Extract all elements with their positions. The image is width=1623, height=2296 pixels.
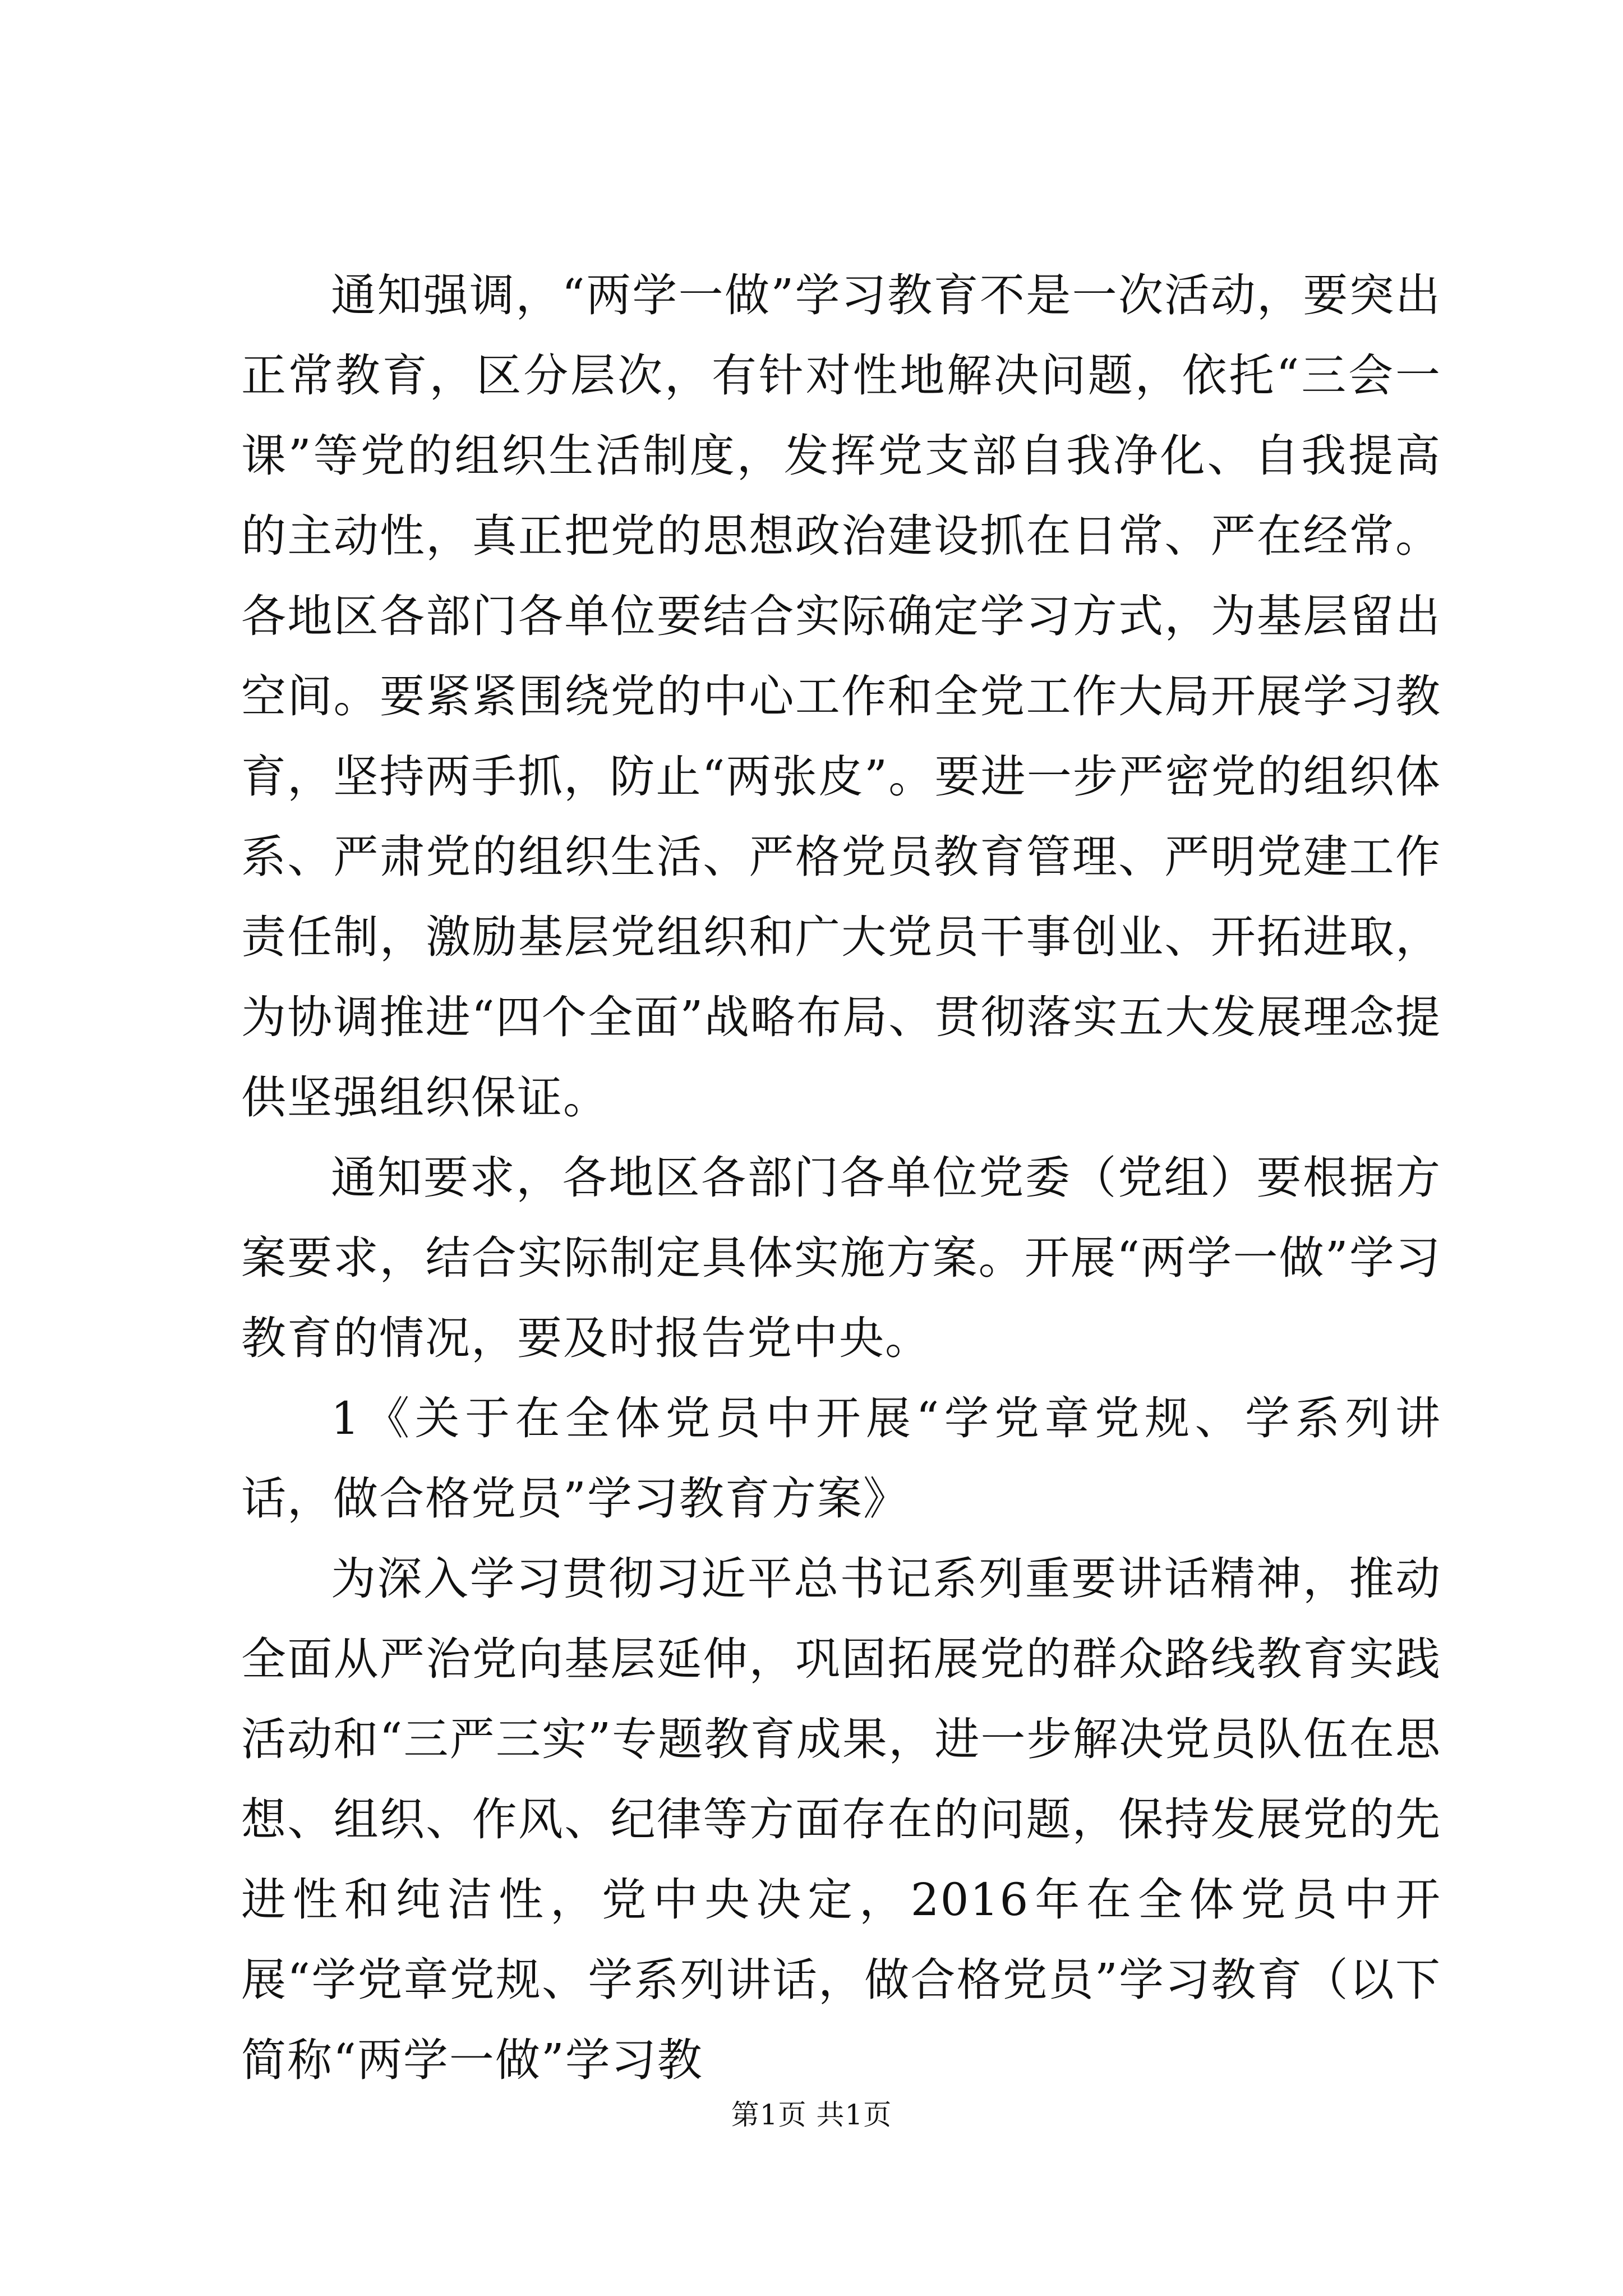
document-body — [241, 255, 1441, 2100]
paragraph-notice-requirement: 通知要求，各地区各部门各单位党委（党组）要根据方案要求，结合实际制定具体实施方案。开展“两学一做”学习教育的情况，要及时报告党中央。 — [241, 1152, 1441, 1364]
paragraph-notice-emphasis: 通知强调，“两学一做”学习教育不是一次活动，要突出正常教育，区分层次，有针对性地解决问题，依托“三会一课”等党的组织生活制度，发挥党支部自我净化、自我提高的主动性，真正把党的思想政治建设抓在日常、严在经常。各地区各部门各单位要结合实际确定学习方式，为基层留出空间。要紧紧围绕党的中心工作和全党工作大局开展学习教育，坚持两手抓，防止“两张皮”。要进一步严密党的组织体系、严肃党的组织生活、严格党员教育管理、严明党建工作责任制，激励基层党组织和广大党员干事创业、开拓进取，为协调推进“四个全面”战略布局、贯彻落实五大发展理念提供坚强组织保证。 — [241, 269, 1441, 1124]
paragraph-plan-title: 1《关于在全体党员中开展“学党章党规、学系列讲话，做合格党员”学习教育方案》 — [241, 1392, 1441, 1525]
paragraph-plan-intro: 为深入学习贯彻习近平总书记系列重要讲话精神，推动全面从严治党向基层延伸，巩固拓展党的群众路线教育实践活动和“三严三实”专题教育成果，进一步解决党员队伍在思想、组织、作风、纪律等方面存在的问题，保持发展党的先进性和纯洁性，党中央决定，2016年在全体党员中开展“学党章党规、学系列讲话，做合格党员”学习教育（以下简称“两学一做”学习教 — [241, 1553, 1441, 2086]
page-number-footer: 第1页 共1页 — [731, 2099, 892, 2131]
